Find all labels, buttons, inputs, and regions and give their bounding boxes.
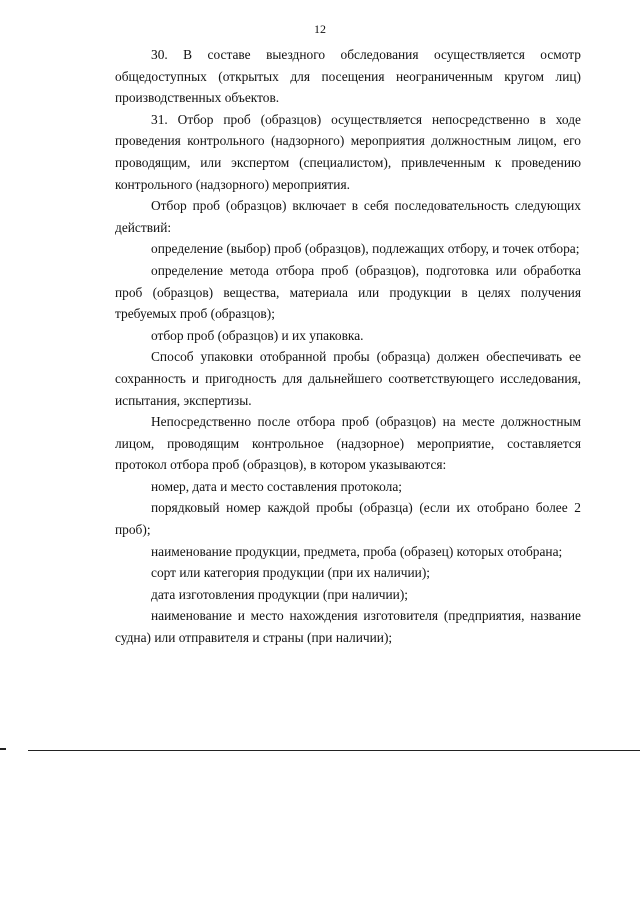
list-item-product-name: наименование продукции, предмета, проба (образец) которых отобрана; <box>151 543 563 559</box>
document-body <box>115 44 581 649</box>
list-item-sampling-packaging: отбор проб (образцов) и их упаковка. <box>151 327 364 343</box>
paragraph-30: 30. В составе выездного обследования осуществляется осмотр общедоступных (открытых для посещения неограниченным кругом лиц) производственных объектов. <box>115 47 581 106</box>
list-item-manufacturer: наименование и место нахождения изготовителя (предприятия, название судна) или отправителя и страны (при наличии); <box>115 608 581 646</box>
list-item-protocol-number: номер, дата и место составления протокола; <box>151 478 402 494</box>
list-item-product-grade: сорт или категория продукции (при их наличии); <box>151 565 431 581</box>
paragraph-packaging-method: Способ упаковки отобранной пробы (образца) должен обеспечивать ее сохранность и пригодность для дальнейшего соответствующего исследования, испытания, экспертизы. <box>115 349 581 408</box>
paragraph-31: 31. Отбор проб (образцов) осуществляется непосредственно в ходе проведения контрольного (надзорного) мероприятия должностным лицом, его проводящим, или экспертом (специалистом), привлеченным к проведению контрольного (надзорного) мероприятия. <box>115 111 581 192</box>
paragraph-sampling-steps-intro: Отбор проб (образцов) включает в себя последовательность следующих действий: <box>115 198 581 235</box>
page-number: 12 <box>314 22 326 36</box>
paragraph-protocol-intro: Непосредственно после отбора проб (образцов) на месте должностным лицом, проводящим контрольное (надзорное) мероприятие, составляется протокол отбора проб (образцов), в котором указываются: <box>115 414 581 473</box>
list-item-manufacture-date: дата изготовления продукции (при наличии); <box>151 586 409 602</box>
list-item-method-definition: определение метода отбора проб (образцов), подготовка или обработка проб (образцов) вещества, материала или продукции в целях получения требуемых проб (образцов); <box>115 262 581 322</box>
list-item-sample-serial: порядковый номер каждой пробы (образца) (если их отобрано более 2 проб); <box>115 500 581 538</box>
bottom-rule <box>28 750 640 751</box>
list-item-sample-selection: определение (выбор) проб (образцов), подлежащих отбору, и точек отбора; <box>151 241 580 257</box>
edge-mark <box>0 748 6 750</box>
